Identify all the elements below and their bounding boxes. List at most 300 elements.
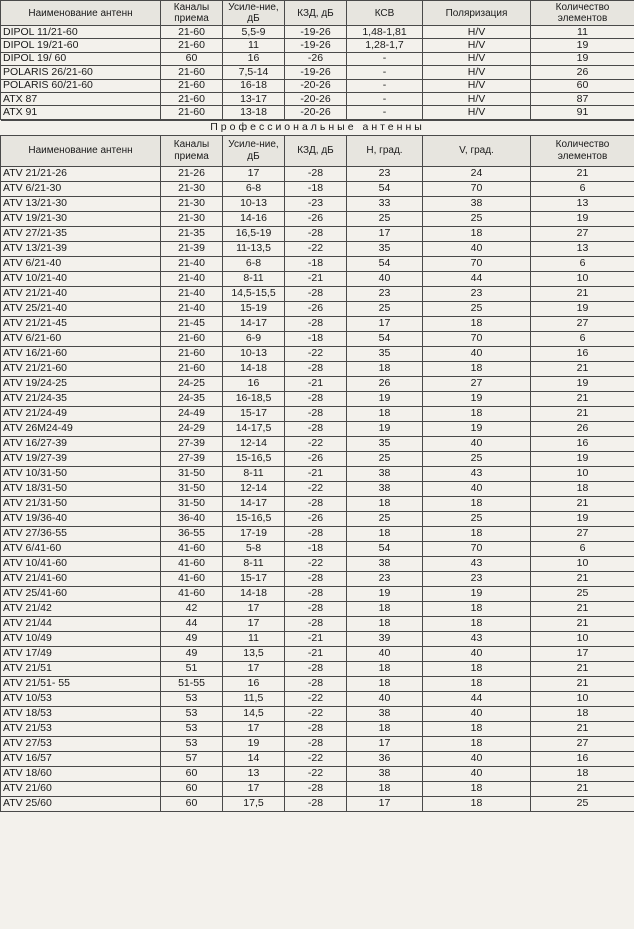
table-row xyxy=(1,541,634,556)
table-row xyxy=(1,586,634,601)
table-row xyxy=(1,286,634,301)
cell-channels: 41-60 xyxy=(161,541,223,556)
section-title: Профессиональные антенны xyxy=(1,120,634,135)
table-row xyxy=(1,721,634,736)
table-row xyxy=(1,39,634,52)
cell-gain: 17 xyxy=(223,721,285,736)
col-header-v-angle: V, град. xyxy=(423,135,531,166)
cell-c6: H/V xyxy=(423,39,531,52)
cell-channels: 60 xyxy=(161,766,223,781)
cell-c6: 18 xyxy=(423,316,531,331)
table-row xyxy=(1,26,634,39)
cell-kzd: -28 xyxy=(285,721,347,736)
cell-elements: 6 xyxy=(531,331,634,346)
cell-c6: H/V xyxy=(423,79,531,92)
cell-channels: 21-60 xyxy=(161,79,223,92)
cell-kzd: -28 xyxy=(285,661,347,676)
cell-name: ATV 21/60 xyxy=(1,781,161,796)
col-header-ksv: КСВ xyxy=(347,1,423,26)
cell-gain: 15-19 xyxy=(223,301,285,316)
col-header-gain: Усиле-ние, дБ xyxy=(223,1,285,26)
cell-channels: 24-29 xyxy=(161,421,223,436)
cell-channels: 21-30 xyxy=(161,211,223,226)
table1-header-row xyxy=(1,1,634,26)
cell-gain: 6-8 xyxy=(223,181,285,196)
cell-name: POLARIS 60/21-60 xyxy=(1,79,161,92)
table-row xyxy=(1,526,634,541)
table-row xyxy=(1,736,634,751)
cell-elements: 21 xyxy=(531,676,634,691)
table-row xyxy=(1,346,634,361)
table-row xyxy=(1,631,634,646)
cell-name: ATV 6/41-60 xyxy=(1,541,161,556)
cell-c5: 40 xyxy=(347,691,423,706)
cell-kzd: -28 xyxy=(285,571,347,586)
cell-elements: 21 xyxy=(531,286,634,301)
cell-channels: 27-39 xyxy=(161,436,223,451)
cell-c5: 1,28-1,7 xyxy=(347,39,423,52)
cell-elements: 19 xyxy=(531,376,634,391)
cell-gain: 14-17 xyxy=(223,496,285,511)
cell-channels: 49 xyxy=(161,646,223,661)
cell-kzd: -18 xyxy=(285,331,347,346)
cell-c5: 35 xyxy=(347,436,423,451)
cell-elements: 21 xyxy=(531,661,634,676)
col-header-elements: Количество элементов xyxy=(531,135,634,166)
cell-c5: 40 xyxy=(347,646,423,661)
cell-name: ATV 21/44 xyxy=(1,616,161,631)
cell-elements: 27 xyxy=(531,316,634,331)
cell-elements: 13 xyxy=(531,241,634,256)
cell-name: ATV 21/51- 55 xyxy=(1,676,161,691)
cell-elements: 21 xyxy=(531,166,634,181)
cell-c5: 38 xyxy=(347,556,423,571)
cell-gain: 14,5-15,5 xyxy=(223,286,285,301)
cell-elements: 21 xyxy=(531,361,634,376)
cell-kzd: -19-26 xyxy=(285,66,347,79)
cell-kzd: -26 xyxy=(285,511,347,526)
cell-c5: 38 xyxy=(347,466,423,481)
cell-name: ATV 19/27-39 xyxy=(1,451,161,466)
cell-c5: 18 xyxy=(347,601,423,616)
cell-elements: 21 xyxy=(531,781,634,796)
cell-c5: 1,48-1,81 xyxy=(347,26,423,39)
cell-kzd: -21 xyxy=(285,466,347,481)
cell-name: ATV 21/21-40 xyxy=(1,286,161,301)
cell-c5: 25 xyxy=(347,511,423,526)
cell-elements: 16 xyxy=(531,346,634,361)
table-row xyxy=(1,241,634,256)
cell-c6: H/V xyxy=(423,66,531,79)
cell-gain: 17 xyxy=(223,661,285,676)
table-row xyxy=(1,616,634,631)
cell-gain: 13 xyxy=(223,766,285,781)
table-row xyxy=(1,271,634,286)
table-row xyxy=(1,226,634,241)
cell-channels: 21-40 xyxy=(161,256,223,271)
cell-c5: 39 xyxy=(347,631,423,646)
table-row xyxy=(1,106,634,119)
cell-c5: 19 xyxy=(347,586,423,601)
cell-c6: 43 xyxy=(423,631,531,646)
cell-c6: H/V xyxy=(423,26,531,39)
cell-channels: 60 xyxy=(161,796,223,811)
cell-c5: 18 xyxy=(347,721,423,736)
table-row xyxy=(1,796,634,811)
cell-name: ATV 18/60 xyxy=(1,766,161,781)
cell-elements: 16 xyxy=(531,751,634,766)
cell-c5: 18 xyxy=(347,526,423,541)
cell-channels: 21-40 xyxy=(161,286,223,301)
table-row xyxy=(1,691,634,706)
cell-gain: 16-18 xyxy=(223,79,285,92)
cell-elements: 17 xyxy=(531,646,634,661)
cell-name: ATV 27/21-35 xyxy=(1,226,161,241)
cell-name: ATV 21/41-60 xyxy=(1,571,161,586)
cell-c6: 40 xyxy=(423,646,531,661)
cell-c6: 40 xyxy=(423,241,531,256)
table-row xyxy=(1,196,634,211)
cell-channels: 41-60 xyxy=(161,556,223,571)
cell-c6: 44 xyxy=(423,691,531,706)
cell-kzd: -22 xyxy=(285,766,347,781)
cell-kzd: -19-26 xyxy=(285,26,347,39)
cell-elements: 10 xyxy=(531,691,634,706)
cell-name: DIPOL 19/21-60 xyxy=(1,39,161,52)
cell-gain: 15-17 xyxy=(223,406,285,421)
cell-elements: 21 xyxy=(531,391,634,406)
cell-gain: 13-17 xyxy=(223,92,285,105)
cell-kzd: -23 xyxy=(285,196,347,211)
cell-kzd: -28 xyxy=(285,586,347,601)
cell-kzd: -28 xyxy=(285,676,347,691)
cell-c6: 24 xyxy=(423,166,531,181)
cell-gain: 19 xyxy=(223,736,285,751)
cell-elements: 18 xyxy=(531,481,634,496)
cell-kzd: -18 xyxy=(285,541,347,556)
cell-elements: 87 xyxy=(531,92,634,105)
cell-channels: 21-45 xyxy=(161,316,223,331)
cell-c6: 23 xyxy=(423,571,531,586)
cell-c6: 18 xyxy=(423,526,531,541)
cell-gain: 14,5 xyxy=(223,706,285,721)
cell-channels: 44 xyxy=(161,616,223,631)
cell-c6: 70 xyxy=(423,256,531,271)
cell-kzd: -20-26 xyxy=(285,79,347,92)
table-row xyxy=(1,676,634,691)
cell-name: ATV 27/36-55 xyxy=(1,526,161,541)
cell-gain: 16,5-19 xyxy=(223,226,285,241)
cell-elements: 21 xyxy=(531,721,634,736)
cell-c5: 54 xyxy=(347,181,423,196)
cell-c5: 40 xyxy=(347,271,423,286)
cell-elements: 27 xyxy=(531,226,634,241)
cell-name: ATV 18/31-50 xyxy=(1,481,161,496)
cell-channels: 21-60 xyxy=(161,361,223,376)
cell-name: ATV 19/36-40 xyxy=(1,511,161,526)
cell-kzd: -20-26 xyxy=(285,92,347,105)
cell-elements: 26 xyxy=(531,66,634,79)
cell-channels: 53 xyxy=(161,736,223,751)
cell-c5: 17 xyxy=(347,316,423,331)
cell-name: ATV 16/57 xyxy=(1,751,161,766)
cell-name: ATX 87 xyxy=(1,92,161,105)
cell-c5: 23 xyxy=(347,571,423,586)
cell-channels: 24-35 xyxy=(161,391,223,406)
cell-kzd: -21 xyxy=(285,271,347,286)
cell-gain: 13-18 xyxy=(223,106,285,119)
cell-name: ATV 21/21-26 xyxy=(1,166,161,181)
cell-channels: 21-30 xyxy=(161,196,223,211)
cell-c5: 36 xyxy=(347,751,423,766)
col-header-channels: Каналы приема xyxy=(161,135,223,166)
cell-elements: 21 xyxy=(531,601,634,616)
cell-name: ATV 26M24-49 xyxy=(1,421,161,436)
cell-c6: 18 xyxy=(423,796,531,811)
cell-kzd: -28 xyxy=(285,616,347,631)
cell-kzd: -28 xyxy=(285,316,347,331)
cell-channels: 21-60 xyxy=(161,346,223,361)
cell-gain: 7,5-14 xyxy=(223,66,285,79)
cell-kzd: -22 xyxy=(285,691,347,706)
cell-gain: 8-11 xyxy=(223,271,285,286)
cell-kzd: -28 xyxy=(285,406,347,421)
cell-kzd: -26 xyxy=(285,52,347,65)
cell-gain: 12-14 xyxy=(223,436,285,451)
cell-kzd: -21 xyxy=(285,376,347,391)
cell-name: DIPOL 19/ 60 xyxy=(1,52,161,65)
col-header-kzd: КЗД, дБ xyxy=(285,135,347,166)
cell-c5: 35 xyxy=(347,241,423,256)
cell-elements: 16 xyxy=(531,436,634,451)
cell-elements: 91 xyxy=(531,106,634,119)
cell-elements: 27 xyxy=(531,736,634,751)
cell-name: ATX 91 xyxy=(1,106,161,119)
cell-channels: 21-60 xyxy=(161,39,223,52)
cell-name: ATV 6/21-40 xyxy=(1,256,161,271)
cell-gain: 10-13 xyxy=(223,196,285,211)
cell-c6: 18 xyxy=(423,226,531,241)
table-row xyxy=(1,256,634,271)
cell-c6: 70 xyxy=(423,181,531,196)
cell-gain: 16-18,5 xyxy=(223,391,285,406)
cell-c6: H/V xyxy=(423,52,531,65)
cell-gain: 14-17,5 xyxy=(223,421,285,436)
cell-kzd: -28 xyxy=(285,526,347,541)
cell-name: ATV 21/24-35 xyxy=(1,391,161,406)
table-professional-antennas xyxy=(0,120,634,812)
cell-name: ATV 21/53 xyxy=(1,721,161,736)
cell-name: ATV 25/21-40 xyxy=(1,301,161,316)
cell-name: ATV 19/21-30 xyxy=(1,211,161,226)
cell-c5: 54 xyxy=(347,256,423,271)
cell-kzd: -28 xyxy=(285,226,347,241)
cell-c6: 18 xyxy=(423,661,531,676)
table-row xyxy=(1,211,634,226)
cell-kzd: -28 xyxy=(285,286,347,301)
cell-channels: 53 xyxy=(161,691,223,706)
table-row xyxy=(1,706,634,721)
cell-channels: 31-50 xyxy=(161,496,223,511)
cell-channels: 60 xyxy=(161,781,223,796)
cell-gain: 11 xyxy=(223,631,285,646)
cell-channels: 53 xyxy=(161,706,223,721)
table-row xyxy=(1,451,634,466)
cell-name: ATV 16/21-60 xyxy=(1,346,161,361)
cell-channels: 36-40 xyxy=(161,511,223,526)
cell-c6: 40 xyxy=(423,766,531,781)
cell-c5: 18 xyxy=(347,496,423,511)
cell-c6: 18 xyxy=(423,721,531,736)
cell-elements: 10 xyxy=(531,466,634,481)
cell-elements: 19 xyxy=(531,211,634,226)
cell-c6: 18 xyxy=(423,736,531,751)
cell-channels: 57 xyxy=(161,751,223,766)
cell-c5: 23 xyxy=(347,286,423,301)
table2-body xyxy=(1,166,634,811)
cell-kzd: -28 xyxy=(285,391,347,406)
cell-c5: - xyxy=(347,52,423,65)
cell-kzd: -28 xyxy=(285,421,347,436)
cell-c6: 40 xyxy=(423,751,531,766)
cell-kzd: -22 xyxy=(285,436,347,451)
table-row xyxy=(1,421,634,436)
cell-elements: 18 xyxy=(531,766,634,781)
cell-name: ATV 25/60 xyxy=(1,796,161,811)
cell-gain: 17 xyxy=(223,781,285,796)
table-row xyxy=(1,481,634,496)
cell-gain: 14 xyxy=(223,751,285,766)
cell-c5: 25 xyxy=(347,451,423,466)
cell-c5: 33 xyxy=(347,196,423,211)
cell-c6: 18 xyxy=(423,496,531,511)
cell-c6: 18 xyxy=(423,676,531,691)
cell-c6: 23 xyxy=(423,286,531,301)
cell-elements: 18 xyxy=(531,706,634,721)
cell-channels: 21-30 xyxy=(161,181,223,196)
cell-elements: 6 xyxy=(531,541,634,556)
cell-c5: 26 xyxy=(347,376,423,391)
cell-kzd: -26 xyxy=(285,451,347,466)
cell-c5: 18 xyxy=(347,661,423,676)
cell-channels: 21-40 xyxy=(161,271,223,286)
cell-name: ATV 6/21-30 xyxy=(1,181,161,196)
cell-gain: 17-19 xyxy=(223,526,285,541)
cell-c5: 23 xyxy=(347,166,423,181)
cell-gain: 17 xyxy=(223,616,285,631)
cell-c6: 25 xyxy=(423,451,531,466)
cell-elements: 21 xyxy=(531,571,634,586)
cell-elements: 6 xyxy=(531,181,634,196)
cell-c6: 70 xyxy=(423,541,531,556)
cell-c6: 44 xyxy=(423,271,531,286)
cell-name: ATV 10/21-40 xyxy=(1,271,161,286)
cell-gain: 11 xyxy=(223,39,285,52)
table-row xyxy=(1,391,634,406)
cell-channels: 21-40 xyxy=(161,301,223,316)
cell-kzd: -18 xyxy=(285,256,347,271)
col-header-name: Наименование антенн xyxy=(1,135,161,166)
cell-channels: 21-60 xyxy=(161,106,223,119)
cell-gain: 15-16,5 xyxy=(223,451,285,466)
cell-kzd: -22 xyxy=(285,706,347,721)
cell-c5: 18 xyxy=(347,361,423,376)
cell-name: ATV 19/24-25 xyxy=(1,376,161,391)
cell-c5: - xyxy=(347,79,423,92)
table-row xyxy=(1,511,634,526)
cell-gain: 11-13,5 xyxy=(223,241,285,256)
cell-name: ATV 21/21-45 xyxy=(1,316,161,331)
table-row xyxy=(1,496,634,511)
cell-gain: 6-8 xyxy=(223,256,285,271)
cell-c5: 25 xyxy=(347,211,423,226)
cell-gain: 6-9 xyxy=(223,331,285,346)
cell-kzd: -20-26 xyxy=(285,106,347,119)
cell-channels: 51-55 xyxy=(161,676,223,691)
cell-name: ATV 21/21-60 xyxy=(1,361,161,376)
cell-name: ATV 16/27-39 xyxy=(1,436,161,451)
cell-c6: 19 xyxy=(423,391,531,406)
cell-c6: 18 xyxy=(423,601,531,616)
cell-channels: 21-60 xyxy=(161,331,223,346)
cell-gain: 16 xyxy=(223,52,285,65)
cell-c5: 19 xyxy=(347,391,423,406)
cell-kzd: -22 xyxy=(285,481,347,496)
col-header-polarization: Поляризация xyxy=(423,1,531,26)
cell-gain: 16 xyxy=(223,376,285,391)
table-row xyxy=(1,181,634,196)
cell-c5: 54 xyxy=(347,331,423,346)
cell-name: ATV 18/53 xyxy=(1,706,161,721)
table-row xyxy=(1,781,634,796)
table-row xyxy=(1,376,634,391)
cell-kzd: -26 xyxy=(285,301,347,316)
cell-name: ATV 13/21-30 xyxy=(1,196,161,211)
cell-gain: 17 xyxy=(223,166,285,181)
cell-gain: 14-18 xyxy=(223,361,285,376)
cell-c5: - xyxy=(347,92,423,105)
cell-name: ATV 27/53 xyxy=(1,736,161,751)
cell-c6: 40 xyxy=(423,436,531,451)
cell-channels: 21-60 xyxy=(161,66,223,79)
cell-gain: 11,5 xyxy=(223,691,285,706)
cell-name: ATV 21/31-50 xyxy=(1,496,161,511)
cell-elements: 21 xyxy=(531,616,634,631)
table-row xyxy=(1,571,634,586)
cell-c6: 43 xyxy=(423,466,531,481)
cell-gain: 14-18 xyxy=(223,586,285,601)
cell-elements: 60 xyxy=(531,79,634,92)
cell-channels: 21-35 xyxy=(161,226,223,241)
table-row xyxy=(1,436,634,451)
cell-elements: 19 xyxy=(531,451,634,466)
col-header-h-angle: H, град. xyxy=(347,135,423,166)
cell-elements: 19 xyxy=(531,39,634,52)
cell-name: ATV 17/49 xyxy=(1,646,161,661)
cell-elements: 21 xyxy=(531,496,634,511)
cell-gain: 5,5-9 xyxy=(223,26,285,39)
cell-c6: 40 xyxy=(423,346,531,361)
cell-name: ATV 21/51 xyxy=(1,661,161,676)
cell-gain: 8-11 xyxy=(223,466,285,481)
cell-c6: 18 xyxy=(423,781,531,796)
cell-channels: 53 xyxy=(161,721,223,736)
cell-kzd: -28 xyxy=(285,736,347,751)
cell-channels: 21-26 xyxy=(161,166,223,181)
table-consumer-antennas xyxy=(0,0,634,120)
cell-c5: 25 xyxy=(347,301,423,316)
cell-c6: 19 xyxy=(423,421,531,436)
